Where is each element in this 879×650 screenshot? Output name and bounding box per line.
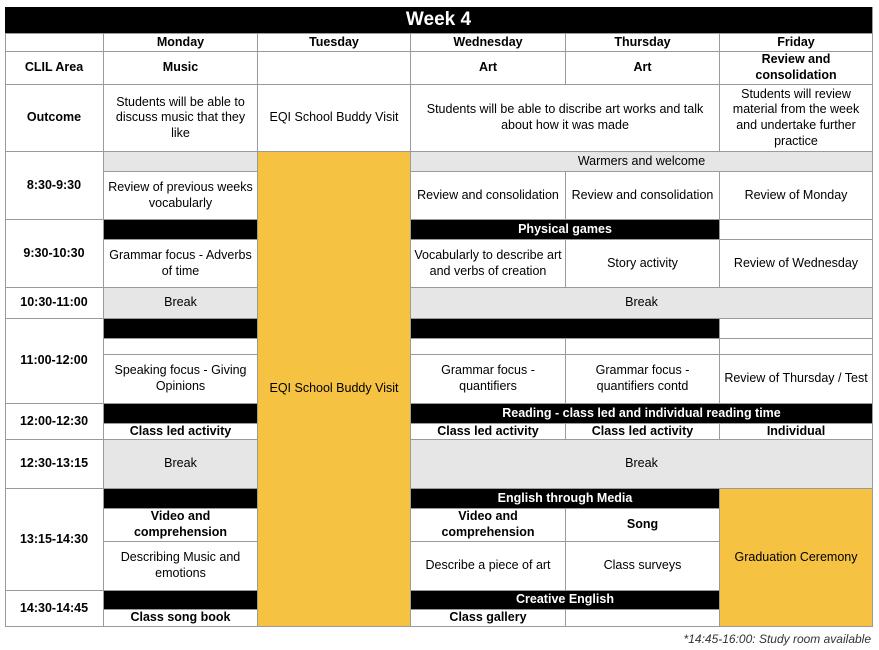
outcome-label: Outcome [5,85,104,152]
warmers-header: Warmers and welcome [411,152,873,172]
monday-slot7-header [104,489,258,509]
friday-slot2-header [720,220,873,240]
wednesday-slot1: Review and consolidation [411,172,566,220]
monday-slot2: Grammar focus - Adverbs of time [104,240,258,288]
wednesday-slot4-spacer [411,339,566,355]
clil-thursday: Art [566,52,720,85]
time-slot: 13:15-14:30 [5,489,104,591]
outcome-wed-thu: Students will be able to discribe art works and talk about how it was made [411,85,720,152]
table-left-border [5,34,6,627]
time-slot: 14:30-14:45 [5,591,104,627]
corner-cell [5,34,104,52]
outcome-tuesday: EQI School Buddy Visit [258,85,411,152]
clil-tuesday [258,52,411,85]
friday-slot2: Review of Wednesday [720,240,873,288]
friday-slot1: Review of Monday [720,172,873,220]
thursday-slot7-b: Class surveys [566,542,720,591]
wed-fri-break: Break [411,288,873,319]
wednesday-slot4: Grammar focus - quantifiers [411,355,566,404]
reading-header: Reading - class led and individual reading time [411,404,873,424]
time-slot: 10:30-11:00 [5,288,104,319]
clil-wednesday: Art [411,52,566,85]
creative-english-header: Creative English [411,591,720,610]
monday-break: Break [104,440,258,489]
wednesday-slot7-a: Video and comprehension [411,509,566,542]
wednesday-slot2: Vocabularly to describe art and verbs of creation [411,240,566,288]
media-header: English through Media [411,489,720,509]
thursday-slot5: Class led activity [566,424,720,440]
week-title: Week 4 [5,7,873,34]
day-wednesday: Wednesday [411,34,566,52]
clil-monday: Music [104,52,258,85]
thursday-slot4: Grammar focus - quantifiers contd [566,355,720,404]
time-slot: 8:30-9:30 [5,152,104,220]
friday-slot5: Individual [720,424,873,440]
monday-slot7-b: Describing Music and emotions [104,542,258,591]
thursday-slot2: Story activity [566,240,720,288]
wed-thu-slot4-header [411,319,720,339]
monday-slot1: Review of previous weeks vocabularly [104,172,258,220]
monday-slot5-header [104,404,258,424]
monday-slot8: Class song book [104,610,258,627]
wednesday-slot8: Class gallery [411,610,566,627]
time-slot: 12:00-12:30 [5,404,104,440]
monday-break: Break [104,288,258,319]
monday-slot4-header [104,319,258,339]
physical-games-header: Physical games [411,220,720,240]
day-tuesday: Tuesday [258,34,411,52]
outcome-friday: Students will review material from the week and undertake further practice [720,85,873,152]
thursday-slot8 [566,610,720,627]
monday-slot1-header [104,152,258,172]
day-friday: Friday [720,34,873,52]
monday-slot7-a: Video and comprehension [104,509,258,542]
clil-label: CLIL Area [5,52,104,85]
wed-fri-break: Break [411,440,873,489]
thursday-slot7-a: Song [566,509,720,542]
monday-slot2-header [104,220,258,240]
time-slot: 9:30-10:30 [5,220,104,288]
wednesday-slot7-b: Describe a piece of art [411,542,566,591]
clil-friday: Review and consolidation [720,52,873,85]
friday-slot4: Review of Thursday / Test [720,355,873,404]
time-slot: 11:00-12:00 [5,319,104,404]
day-thursday: Thursday [566,34,720,52]
friday-slot4-header [720,319,873,339]
graduation-ceremony: Graduation Ceremony [720,489,873,627]
friday-slot4-spacer [720,339,873,355]
wednesday-slot5: Class led activity [411,424,566,440]
tuesday-buddy-visit-block: EQI School Buddy Visit [258,152,411,627]
thursday-slot4-spacer [566,339,720,355]
monday-slot8-header [104,591,258,610]
day-monday: Monday [104,34,258,52]
thursday-slot1: Review and consolidation [566,172,720,220]
footnote: *14:45-16:00: Study room available [683,632,871,646]
time-slot: 12:30-13:15 [5,440,104,489]
monday-slot4: Speaking focus - Giving Opinions [104,355,258,404]
monday-slot4-spacer [104,339,258,355]
outcome-monday: Students will be able to discuss music that they like [104,85,258,152]
monday-slot5: Class led activity [104,424,258,440]
